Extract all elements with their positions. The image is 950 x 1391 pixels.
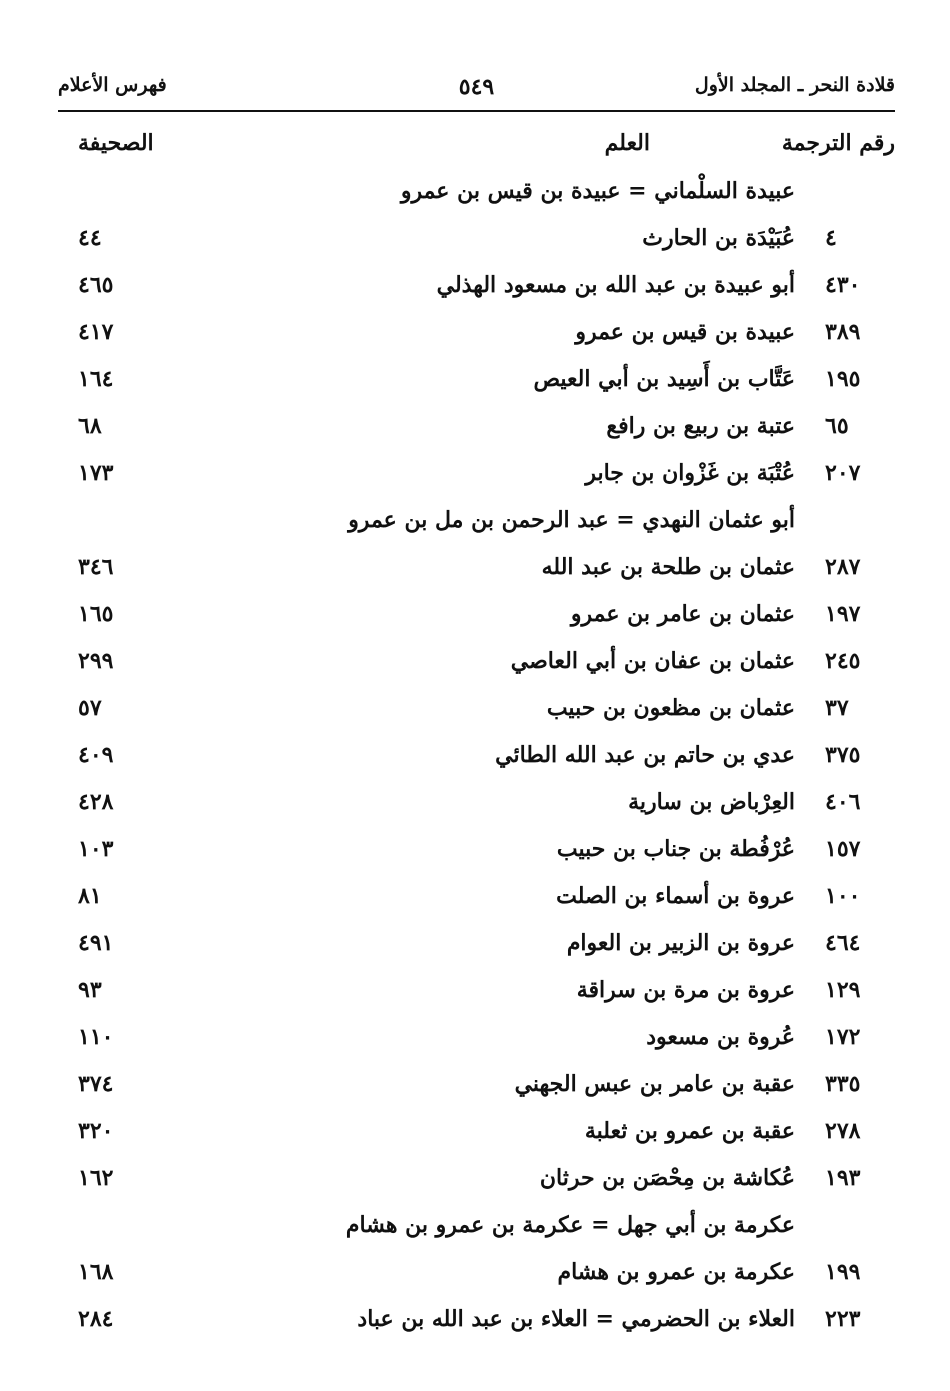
index-entry bbox=[58, 971, 895, 1018]
entry-name: عُروة بن مسعود bbox=[646, 1024, 795, 1050]
entry-number: ١٥٧ bbox=[825, 836, 861, 862]
entry-number: ١٩٥ bbox=[825, 366, 861, 392]
entry-number: ٣٧ bbox=[825, 695, 849, 721]
entry-name: عَتَّاب بن أَسِيد بن أبي العيص bbox=[533, 366, 795, 392]
index-entry bbox=[58, 924, 895, 971]
entry-page: ٣٧٤ bbox=[78, 1071, 114, 1097]
index-entry bbox=[58, 783, 895, 830]
entry-page: ٤١٧ bbox=[78, 319, 114, 345]
entry-page: ٦٨ bbox=[78, 413, 102, 439]
entry-number: ٤٠٦ bbox=[825, 789, 861, 815]
section-title: فهرس الأعلام bbox=[58, 74, 167, 96]
index-entry bbox=[58, 266, 895, 313]
entry-number: ١٠٠ bbox=[825, 883, 861, 909]
index-entry bbox=[58, 407, 895, 454]
index-entry bbox=[58, 548, 895, 595]
entry-page: ٤٢٨ bbox=[78, 789, 114, 815]
index-entry bbox=[58, 1253, 895, 1300]
index-entry bbox=[58, 689, 895, 736]
index-entry bbox=[58, 595, 895, 642]
entry-page: ٤٤ bbox=[78, 225, 102, 251]
index-entry bbox=[58, 1112, 895, 1159]
header-divider bbox=[58, 110, 895, 112]
entry-number: ٣٧٥ bbox=[825, 742, 861, 768]
entry-name: عُتْبَة بن غَزْوان بن جابر bbox=[585, 460, 795, 486]
index-entry bbox=[58, 360, 895, 407]
index-entry bbox=[58, 642, 895, 689]
index-entry bbox=[58, 1300, 895, 1347]
entry-number: ٣٨٩ bbox=[825, 319, 861, 345]
entry-page: ١٦٨ bbox=[78, 1259, 114, 1285]
index-entry bbox=[58, 1065, 895, 1112]
entry-number: ١٩٩ bbox=[825, 1259, 861, 1285]
entry-page: ٤٠٩ bbox=[78, 742, 114, 768]
entry-name: عثمان بن مظعون بن حبيب bbox=[546, 695, 795, 721]
index-entry bbox=[58, 501, 895, 548]
entry-name: عثمان بن عفان بن أبي العاصي bbox=[510, 648, 795, 674]
entry-number: ٢٢٣ bbox=[825, 1306, 861, 1332]
entry-name: العِرْباض بن سارية bbox=[628, 789, 795, 815]
index-entries bbox=[58, 172, 895, 1347]
entry-name: أبو عبيدة بن عبد الله بن مسعود الهذلي bbox=[436, 272, 795, 298]
index-entry bbox=[58, 313, 895, 360]
entry-page: ١٠٣ bbox=[78, 836, 114, 862]
entry-number: ١٢٩ bbox=[825, 977, 861, 1003]
entry-number: ٢٧٨ bbox=[825, 1118, 861, 1144]
index-entry bbox=[58, 1206, 895, 1253]
entry-number: ٤ bbox=[825, 225, 837, 251]
entry-name: عروة بن الزبير بن العوام bbox=[566, 930, 795, 956]
entry-name: عثمان بن طلحة بن عبد الله bbox=[541, 554, 795, 580]
index-entry bbox=[58, 172, 895, 219]
entry-number: ٦٥ bbox=[825, 413, 849, 439]
entry-page: ٣٤٦ bbox=[78, 554, 114, 580]
entry-name: عُبَيْدَة بن الحارث bbox=[642, 225, 795, 251]
entry-number: ٢٨٧ bbox=[825, 554, 861, 580]
entry-number: ١٧٢ bbox=[825, 1024, 861, 1050]
index-entry bbox=[58, 1018, 895, 1065]
entry-number: ١٩٣ bbox=[825, 1165, 861, 1191]
index-entry bbox=[58, 877, 895, 924]
entry-number: ٤٦٤ bbox=[825, 930, 861, 956]
column-header-name: العلم bbox=[604, 130, 650, 156]
entry-name: عبيدة بن قيس بن عمرو bbox=[575, 319, 795, 345]
entry-page: ١٦٥ bbox=[78, 601, 114, 627]
entry-name: عتبة بن ربيع بن رافع bbox=[606, 413, 795, 439]
running-header bbox=[58, 74, 895, 104]
index-entry bbox=[58, 454, 895, 501]
entry-number: ٣٣٥ bbox=[825, 1071, 861, 1097]
book-volume-title: قلادة النحر ـ المجلد الأول bbox=[694, 74, 895, 96]
entry-page: ٩٣ bbox=[78, 977, 102, 1003]
entry-name: عقبة بن عامر بن عبس الجهني bbox=[514, 1071, 795, 1097]
page-number: ٥٤٩ bbox=[458, 74, 495, 100]
column-header-page: الصحيفة bbox=[78, 130, 154, 156]
entry-page: ١٦٢ bbox=[78, 1165, 114, 1191]
entry-number: ١٩٧ bbox=[825, 601, 861, 627]
entry-number: ٤٣٠ bbox=[825, 272, 861, 298]
entry-page: ٣٢٠ bbox=[78, 1118, 114, 1144]
entry-page: ٥٧ bbox=[78, 695, 102, 721]
entry-name: عدي بن حاتم بن عبد الله الطائي bbox=[495, 742, 795, 768]
entry-page: ٢٩٩ bbox=[78, 648, 114, 674]
entry-name: عُرْفُطة بن جناب بن حبيب bbox=[556, 836, 795, 862]
column-headers bbox=[58, 130, 895, 164]
entry-page: ٤٦٥ bbox=[78, 272, 114, 298]
entry-name: عروة بن مرة بن سراقة bbox=[576, 977, 795, 1003]
entry-name: عكرمة بن عمرو بن هشام bbox=[557, 1259, 795, 1285]
entry-page: ١١٠ bbox=[78, 1024, 114, 1050]
index-entry bbox=[58, 830, 895, 877]
entry-page: ٢٨٤ bbox=[78, 1306, 114, 1332]
entry-name: العلاء بن الحضرمي = العلاء بن عبد الله بن عباد bbox=[357, 1306, 795, 1332]
entry-name: أبو عثمان النهدي = عبد الرحمن بن مل بن عمرو bbox=[348, 507, 795, 533]
entry-name: عُكاشة بن مِحْصَن بن حرثان bbox=[539, 1165, 795, 1191]
entry-name: عثمان بن عامر بن عمرو bbox=[570, 601, 795, 627]
entry-number: ٢٤٥ bbox=[825, 648, 861, 674]
index-entry bbox=[58, 219, 895, 266]
entry-page: ٨١ bbox=[78, 883, 102, 909]
column-header-number: رقم الترجمة bbox=[781, 130, 895, 156]
entry-name: عبيدة السلْماني = عبيدة بن قيس بن عمرو bbox=[400, 178, 795, 204]
index-entry bbox=[58, 736, 895, 783]
entry-name: عقبة بن عمرو بن ثعلبة bbox=[584, 1118, 795, 1144]
entry-page: ١٧٣ bbox=[78, 460, 114, 486]
entry-page: ٤٩١ bbox=[78, 930, 114, 956]
entry-name: عكرمة بن أبي جهل = عكرمة بن عمرو بن هشام bbox=[345, 1212, 795, 1238]
index-entry bbox=[58, 1159, 895, 1206]
entry-number: ٢٠٧ bbox=[825, 460, 861, 486]
entry-name: عروة بن أسماء بن الصلت bbox=[556, 883, 795, 909]
entry-page: ١٦٤ bbox=[78, 366, 114, 392]
